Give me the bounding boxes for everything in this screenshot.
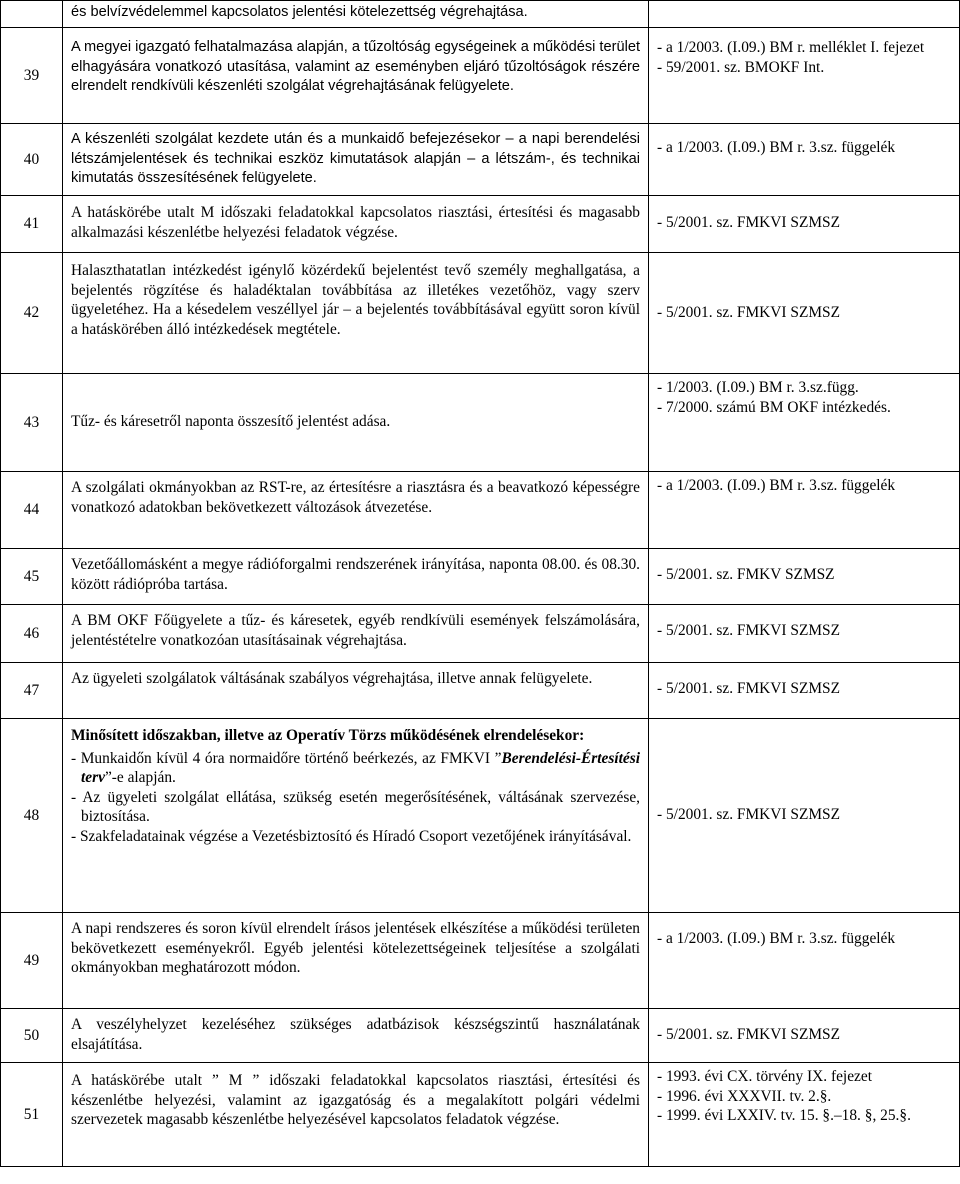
reference-item: - 1996. évi XXXVII. tv. 2.§. (657, 1087, 832, 1105)
row-number: 45 (1, 549, 63, 605)
table-row (1, 374, 960, 472)
reference-cell (649, 719, 960, 913)
row-number: 44 (1, 472, 63, 549)
row-number: 48 (1, 719, 63, 913)
reference-cell (649, 253, 960, 374)
task-bullet: - Szakfeladatainak végzése a Vezetésbiztosító és Híradó Csoport vezetőjének irányításával. (71, 827, 632, 845)
row-number: 46 (1, 605, 63, 663)
row-number (1, 1, 63, 28)
row-number: 51 (1, 1063, 63, 1167)
reference-item: - 59/2001. sz. BMOKF Int. (657, 58, 825, 76)
reference-cell (649, 1063, 960, 1167)
reference-item: - 5/2001. sz. FMKV SZMSZ (657, 566, 835, 583)
reference-item: - a 1/2003. (I.09.) BM r. 3.sz. függelék (657, 930, 896, 947)
row-number: 49 (1, 913, 63, 1009)
reference-cell (649, 605, 960, 663)
table-row (1, 253, 960, 374)
table-row (1, 1009, 960, 1063)
reference-item: - a 1/2003. (I.09.) BM r. 3.sz. függelék (657, 477, 896, 494)
row-number: 42 (1, 253, 63, 374)
reference-item: - 5/2001. sz. FMKVI SZMSZ (657, 214, 840, 231)
task-text: Halaszthatatlan intézkedést igénylő közérdekű bejelentést tevő személy meghallgatása, a bejelentés rögzítése és haladéktalan továbbítása az illetékes vezetőhöz, vagy szerv ügyeletéhez. Ha a késedelem veszéllyel jár – a bejelentés továbbításával együtt soron kívül a hatáskörében álló intézkedések megtétele. (63, 253, 649, 374)
table-row (1, 719, 960, 913)
task-bullet: - Az ügyeleti szolgálat ellátása, szükség esetén megerősítésének, váltásának szervezése, biztosítása. (71, 788, 640, 825)
reference-cell (649, 374, 960, 472)
reference-item: - 5/2001. sz. FMKVI SZMSZ (657, 622, 840, 639)
row-number: 40 (1, 124, 63, 196)
table-row (1, 549, 960, 605)
table-row (1, 605, 960, 663)
reference-cell (649, 1009, 960, 1063)
task-text: A veszélyhelyzet kezeléséhez szükséges adatbázisok készségszintű használatának elsajátítása. (63, 1009, 649, 1063)
reference-item: - a 1/2003. (I.09.) BM r. melléklet I. fejezet (657, 39, 925, 56)
table-row (1, 124, 960, 196)
task-text: Tűz- és káresetről naponta összesítő jelentést adása. (63, 374, 649, 472)
reference-item: - 1999. évi LXXIV. tv. 15. §.–18. §, 25.§. (657, 1107, 911, 1124)
reference-cell (649, 28, 960, 124)
reference-item: - 1993. évi CX. törvény IX. fejezet (657, 1068, 872, 1085)
table-row (1, 196, 960, 253)
task-text: A megyei igazgató felhatalmazása alapján, a tűzoltóság egységeinek a működési terület elhagyására vonatkozó utasítása, valamint az eseményben eljáró tűzoltóságok részére elrendelt rendkívüli készenléti szolgálat végrehajtásának felügyelete. (63, 28, 649, 124)
reference-cell (649, 663, 960, 719)
task-text: A szolgálati okmányokban az RST-re, az értesítésre a riasztásra és a beavatkozó képességre vonatkozó adatokban bekövetkezett változások átvezetése. (63, 472, 649, 549)
table-row (1, 1, 960, 28)
task-text: és belvízvédelemmel kapcsolatos jelentési kötelezettség végrehajtása. (63, 1, 649, 28)
reference-item: - a 1/2003. (I.09.) BM r. 3.sz. függelék (657, 139, 896, 156)
task-text: A BM OKF Főügyelete a tűz- és káresetek, egyéb rendkívüli események felszámolására, jelentéstételre vonatkozóan utasításainak végrehajtása. (63, 605, 649, 663)
row-number: 50 (1, 1009, 63, 1063)
task-text: A hatáskörébe utalt ” M ” időszaki feladatokkal kapcsolatos riasztási, értesítési és készenlétbe helyezési, valamint az igazgatóság és a megalakított polgári védelmi szervezetek magasabb készenlétbe helyezésével kapcsolatos feladatok végzése. (63, 1063, 649, 1167)
row-number: 41 (1, 196, 63, 253)
reference-item: - 5/2001. sz. FMKVI SZMSZ (657, 1026, 840, 1043)
task-text: A készenléti szolgálat kezdete után és a munkaidő befejezésekor – a napi berendelési létszámjelentések és technikai eszköz kimutatások alapján – a létszám-, és technikai kimutatás összesítésének felügyelete. (63, 124, 649, 196)
task-text: Vezetőállomásként a megye rádióforgalmi rendszerének irányítása, naponta 08.00. és 08.30. között rádiópróba tartása. (63, 549, 649, 605)
table-row (1, 1063, 960, 1167)
reference-item: - 7/2000. számú BM OKF intézkedés. (657, 398, 891, 416)
reference-cell (649, 913, 960, 1009)
row-number: 47 (1, 663, 63, 719)
task-heading: Minősített időszakban, illetve az Operatív Törzs működésének elrendelésekor: (71, 727, 585, 744)
reference-item: - 5/2001. sz. FMKVI SZMSZ (657, 806, 840, 824)
reference-item: - 1/2003. (I.09.) BM r. 3.sz.függ. (657, 379, 859, 396)
row-number: 43 (1, 374, 63, 472)
table-row (1, 663, 960, 719)
task-text: A napi rendszeres és soron kívül elrendelt írásos jelentések elkészítése a működési területen bekövetkezett eseményekről. Egyéb jelentési kötelezettségeinek teljesítése a szolgálati okmányokban meghatározott módon. (63, 913, 649, 1009)
task-text (63, 719, 649, 913)
task-bullet: - Munkaidőn kívül 4 óra normaidőre történő beérkezés, az FMKVI ”Berendelési-Értesítési terv”-e alapján. (71, 749, 640, 786)
table-row (1, 472, 960, 549)
task-text: A hatáskörébe utalt M időszaki feladatokkal kapcsolatos riasztási, értesítési és magasabb alkalmazási készenlétbe helyezési feladatok végzése. (63, 196, 649, 253)
row-number: 39 (1, 28, 63, 124)
reference-cell (649, 472, 960, 549)
reference-item: - 5/2001. sz. FMKVI SZMSZ (657, 303, 840, 321)
task-text: Az ügyeleti szolgálatok váltásának szabályos végrehajtása, illetve annak felügyelete. (63, 663, 649, 719)
reference-cell (649, 196, 960, 253)
reference-cell (649, 549, 960, 605)
reference-cell (649, 124, 960, 196)
table-row (1, 28, 960, 124)
table-row (1, 913, 960, 1009)
reference-item: - 5/2001. sz. FMKVI SZMSZ (657, 680, 840, 697)
reference-cell (649, 1, 960, 28)
